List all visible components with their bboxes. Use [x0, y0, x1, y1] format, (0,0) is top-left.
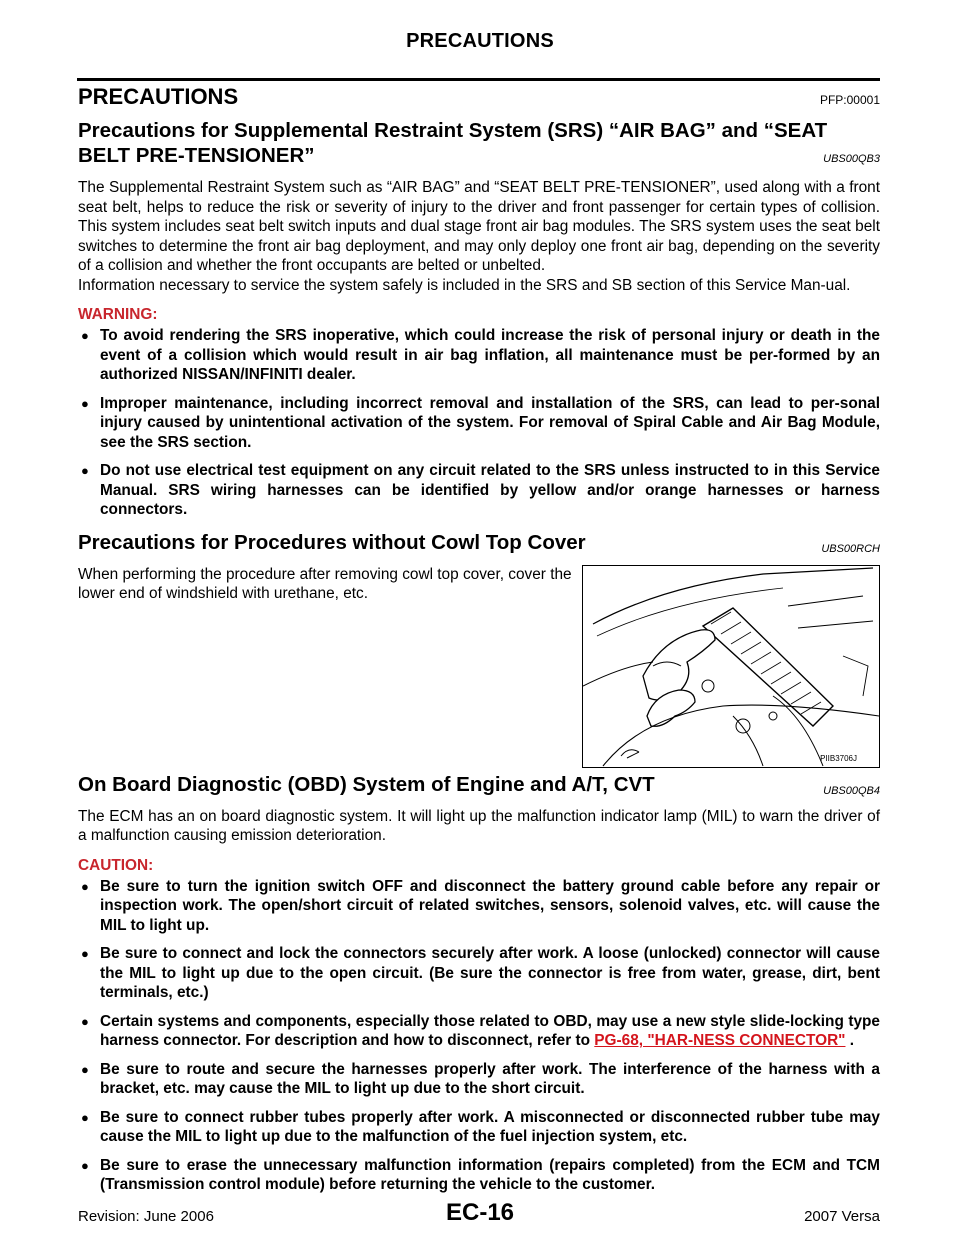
caution-item: ● Be sure to connect rubber tubes properly after work. A misconnected or disconnected rubber tube may cause the MIL to light up due to the malfunction of the fuel injection system, etc.	[81, 1108, 880, 1145]
cowl-heading-row	[78, 530, 880, 555]
srs-heading-line1: Precautions for Supplemental Restraint System (SRS) “AIR BAG” and “SEAT	[78, 119, 828, 142]
srs-heading-row	[78, 118, 880, 168]
cowl-heading: Precautions for Procedures without Cowl Top Cover	[78, 530, 586, 554]
obd-heading: On Board Diagnostic (OBD) System of Engine and A/T, CVT	[78, 772, 655, 796]
main-heading-row	[78, 84, 880, 110]
bullet-icon: ●	[81, 1061, 89, 1077]
harness-connector-link[interactable]: PG-68, "HAR-NESS CONNECTOR"	[594, 1032, 846, 1049]
page-header-title: PRECAUTIONS	[406, 30, 554, 52]
srs-code: UBS00QB3	[823, 153, 880, 165]
caution-item: ● Be sure to turn the ignition switch OFF and disconnect the battery ground cable before any repair or inspection work. The open/short circuit of related switches, sensors, solenoid valves, etc. will cause the MIL to light up.	[81, 877, 880, 934]
caution-label: CAUTION:	[78, 856, 154, 874]
main-heading: PRECAUTIONS	[78, 84, 239, 109]
cowl-code: UBS00RCH	[821, 542, 880, 555]
page-content	[78, 84, 880, 1204]
footer-page-number: EC-16	[445, 1199, 515, 1226]
cowl-section	[78, 565, 880, 770]
warning-label: WARNING:	[78, 306, 158, 323]
cowl-text: When performing the procedure after removing cowl top cover, cover the lower end of windshield with urethane, etc.	[78, 565, 572, 602]
figure-id: PIIB3706J	[820, 753, 857, 763]
bullet-icon: ●	[81, 1157, 89, 1173]
footer-model: 2007 Versa	[804, 1208, 880, 1225]
header-rule	[77, 78, 880, 81]
bullet-icon: ●	[81, 395, 89, 411]
bullet-icon: ●	[81, 1013, 89, 1029]
warning-item: ● Do not use electrical test equipment on any circuit related to the SRS unless instructed to in this Service Manual. SRS wiring harnesses can be identified by yellow and/or orange harnesses or harness connectors.	[81, 462, 880, 518]
obd-heading-row	[78, 772, 880, 797]
srs-heading-line2: BELT PRE-TENSIONER”	[78, 144, 315, 167]
caution-item: ● Certain systems and components, especially those related to OBD, may use a new style slide-locking type harness connector. For description and how to disconnect, refer to PG-68, "HAR-NESS CONNECTOR" .	[81, 1012, 880, 1049]
bullet-icon: ●	[81, 463, 89, 478]
warning-item: ● Improper maintenance, including incorrect removal and installation of the SRS, can lead to per-sonal injury caused by unintentional activation of the system. For removal of Spiral Cable and Air Bag Module, see the SRS section.	[81, 394, 880, 451]
bullet-icon: ●	[81, 878, 89, 894]
windshield-illustration	[583, 566, 879, 767]
obd-code: UBS00QB4	[823, 784, 880, 797]
footer-revision: Revision: June 2006	[78, 1208, 214, 1225]
warning-list	[78, 326, 880, 520]
srs-paragraph-2: Information necessary to service the system safely is included in the SRS and SB section of this Service Man-ual.	[78, 276, 851, 294]
cowl-figure	[582, 565, 880, 768]
srs-paragraph-1: The Supplemental Restraint System such as “AIR BAG” and “SEAT BELT PRE-TENSIONER”, used along with a front seat belt, helps to reduce the risk or severity of injury to the driver and front passenger for certain types of collision. This system includes seat belt switch inputs and dual stage front air bag modules. The SRS system uses the seat belt switches to determine the front air bag deployment, and may only deploy one front air bag, depending on the severity of a collision and whether the front occupants are belted or unbelted.	[78, 179, 880, 274]
bullet-icon: ●	[81, 1109, 89, 1125]
caution-item: ● Be sure to route and secure the harnesses properly after work. The interference of the harness with a bracket, etc. may cause the MIL to light up due to the short circuit.	[81, 1060, 880, 1097]
caution-list	[78, 877, 880, 1195]
bullet-icon: ●	[81, 946, 89, 961]
caution-item: ● Be sure to erase the unnecessary malfunction information (repairs completed) from the ECM and TCM (Transmission control module) before returning the vehicle to the customer.	[81, 1156, 880, 1193]
obd-paragraph: The ECM has an on board diagnostic system. It will light up the malfunction indicator lamp (MIL) to warn the driver of a malfunction causing emission deterioration.	[78, 807, 880, 844]
main-heading-code: PFP:00001	[819, 93, 880, 107]
bullet-icon: ●	[81, 328, 89, 343]
caution-item: ● Be sure to connect and lock the connectors securely after work. A loose (unlocked) connector will cause the MIL to light up due to the open circuit. (Be sure the connector is free from water, grease, dirt, bent terminals, etc.)	[81, 945, 880, 1001]
warning-item: ● To avoid rendering the SRS inoperative, which could increase the risk of personal injury or death in the event of a collision which would result in air bag inflation, all maintenance must be per-formed by an authorized NISSAN/INFINITI dealer.	[81, 327, 880, 383]
